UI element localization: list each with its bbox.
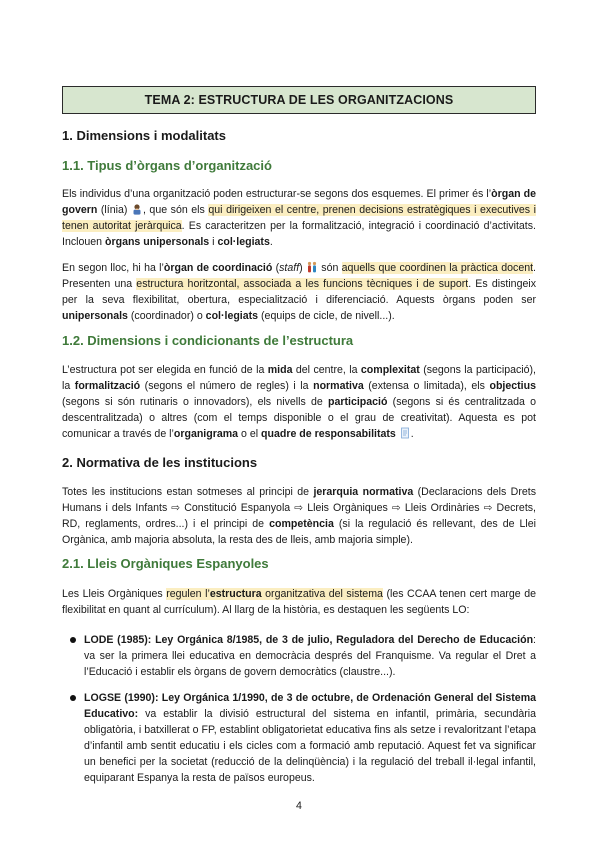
section-heading-1-1: 1.1. Tipus d’òrgans d’organització: [62, 158, 272, 173]
list-item: LOGSE (1990): Ley Orgánica 1/1990, de 3 de octubre, de Ordenación General del Sistema Educativo: va establir la divisió estructural del sistema en infantil, primària, secundària obligatòria, i batxillerat o FP, establint obligatorietat educativa fins als setze i revaloritzant l’etapa d’infantil amb sentit educatiu i els cicles com a formació amb reputació. Aquest fet va significar un benefici per la societat (reducció de la delinqüència) i la regulació del treball il·legal infantil, equiparant Espanya la resta de països europeus.: [84, 690, 536, 786]
paragraph-normativa: Totes les institucions estan sotmeses al principi de jerarquia normativa (Declaracions dels Drets Humans i dels Infants ⇨ Constitució Espanyola ⇨ Lleis Orgàniques ⇨ Lleis Ordinàries ⇨ Decrets, RD, reglaments, ordres...) i el principi de competència (si la regulació és rellevant, des de Llei Orgànica, amb majoria absoluta, la resta des de lleis, amb majoria simple).: [62, 486, 536, 546]
section-heading-1-2: 1.2. Dimensions i condicionants de l’estructura: [62, 333, 354, 348]
bullet-dot: [70, 695, 76, 701]
paragraph-lleis-organiques: Les Lleis Orgàniques regulen l’estructura organitzativa del sistema (les CCAA tenen cert marge de flexibilitat en quant al currículum). Al llarg de la història, es destaquen les següents LO:: [62, 588, 536, 616]
paragraph-organ-govern: Els individus d’una organització poden estructurar-se segons dos esquemes. El primer és l’òrgan de govern (línia) , que són els qui dirigeixen el centre, prenen decisions estratègiques i executives i tenen autoritat jeràrquica. Es caracteritzen per la formalització, integració i coordinació d’activitats. Inclouen òrgans unipersonals i col·legiats.: [62, 188, 536, 248]
section-heading-1: 1. Dimensions i modalitats: [62, 128, 226, 143]
section-heading-2: 2. Normativa de les institucions: [62, 455, 258, 470]
paragraph-organ-coordinacio: En segon lloc, hi ha l’òrgan de coordinació (staff) són aquells que coordinen la pràctica docent. Presenten una estructura horitzontal, associada a les funcions tècniques i de suport. Es distingeix per la seva flexibilitat, obertura, especialització i diferenciació. Aquests òrgans poden ser unipersonals (coordinador) o col·legiats (equips de cicle, de nivell...).: [62, 262, 536, 322]
page-title: TEMA 2: ESTRUCTURA DE LES ORGANITZACIONS: [62, 86, 536, 114]
paragraph-dimensions: L’estructura pot ser elegida en funció de la mida del centre, la complexitat (segons la participació), la formalització (segons el número de regles) i la normativa (extensa o limitada), els objectius (segons si són rutinaris o innovadors), els nivells de participació (segons si és centralitzada o descentralitzada) o altres (com el temps disponible o el grau de creativitat). Aquesta es pot comunicar a través de l’organigrama o el quadre de responsabilitats .: [62, 364, 537, 440]
document-icon: [399, 427, 411, 439]
section-heading-2-1: 2.1. Lleis Orgàniques Espanyoles: [62, 556, 269, 571]
teacher-icon: [131, 203, 143, 215]
page-number: 4: [296, 800, 302, 812]
list-item: LODE (1985): Ley Orgánica 8/1985, de 3 de julio, Reguladora del Derecho de Educación: va ser la primera llei educativa en democràcia després del Franquisme. Va regular el Dret a l’Educació i establir els òrgans de govern democràtics (claustre...).: [84, 632, 536, 680]
people-icon: [306, 261, 318, 273]
bullet-dot: [70, 637, 76, 643]
